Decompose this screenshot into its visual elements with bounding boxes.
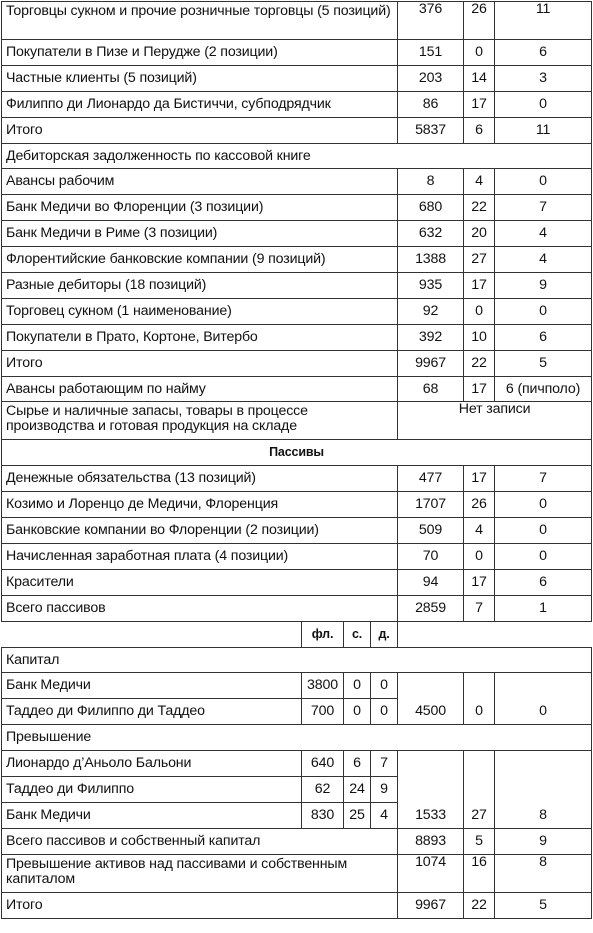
row-label: Банк Медичи во Флоренции (3 позиции) [2,195,398,221]
soldi-cell: 26 [464,2,495,40]
soldi-cell: 0 [344,673,371,699]
denari-cell: 0 [495,518,592,544]
soldi-cell: 17 [464,466,495,492]
denari-cell: 9 [495,828,592,854]
denari-cell: 0 [495,91,592,117]
table-row [2,673,592,699]
row-label: Таддео ди Филиппо ди Таддео [2,699,302,725]
table-row [2,117,592,143]
row-label: Всего пассивов и собственный капитал [2,828,398,854]
denari-cell: 6 [495,40,592,66]
table-row [2,350,592,376]
denari-cell: 9 [371,777,398,803]
florins-cell: 62 [302,777,344,803]
row-label: Авансы рабочим [2,169,398,195]
florins-cell: 9967 [398,892,464,918]
table-row [2,751,592,777]
denari-cell: 7 [371,751,398,777]
florins-cell: 2859 [398,595,464,621]
table-row [2,247,592,273]
row-label: Авансы работающим по найму [2,376,398,402]
row-label: Итого [2,117,398,143]
florins-cell: 86 [398,91,464,117]
balance-sheet-table [1,1,592,919]
denari-cell: 4 [495,247,592,273]
denari-cell: 0 [371,673,398,699]
florins-cell: 9967 [398,350,464,376]
total-soldi-cell: 0 [464,699,495,725]
table-row [2,221,592,247]
denari-cell: 0 [495,169,592,195]
total-denari-cell: 0 [495,699,592,725]
liabilities-header: Пассивы [2,440,592,466]
soldi-cell: 17 [464,376,495,402]
row-label: Банк Медичи [2,673,302,699]
soldi-cell: 6 [344,751,371,777]
table-row [2,169,592,195]
table-row [2,892,592,918]
soldi-cell: 7 [464,595,495,621]
table-row [2,777,592,803]
soldi-cell: 0 [464,544,495,570]
soldi-cell: 14 [464,65,495,91]
soldi-cell: 22 [464,892,495,918]
subcol-denari-header: д. [371,621,398,647]
florins-cell: 640 [302,751,344,777]
soldi-cell: 6 [464,117,495,143]
total-florins-cell: 4500 [398,699,464,725]
denari-cell: 1 [495,595,592,621]
subcol-florins-header: фл. [302,621,344,647]
blank-cell [398,751,464,777]
row-label: Банк Медичи в Риме (3 позиции) [2,221,398,247]
row-label: Банк Медичи [2,802,302,828]
table-row [2,595,592,621]
row-label: Покупатели в Пизе и Перудже (2 позиции) [2,40,398,66]
row-label: Частные клиенты (5 позиций) [2,65,398,91]
florins-cell: 68 [398,376,464,402]
florins-cell: 1388 [398,247,464,273]
florins-cell: 1707 [398,492,464,518]
row-label: Итого [2,350,398,376]
denari-cell: 11 [495,117,592,143]
total-florins-cell: 1533 [398,802,464,828]
row-label: Превышение активов над пассивами и собственным капиталом [2,854,398,892]
no-record-note: Нет записи [398,402,592,440]
section-header-row [2,440,592,466]
table-row [2,298,592,324]
surplus-header: Превышение [2,725,592,751]
blank-cell [398,673,464,699]
row-label: Филиппо ди Лионардо да Бистиччи, субподрядчик [2,91,398,117]
row-label: Козимо и Лоренцо де Медичи, Флоренция [2,492,398,518]
denari-cell: 8 [495,854,592,892]
soldi-cell: 4 [464,169,495,195]
row-label: Денежные обязательства (13 позиций) [2,466,398,492]
subcolumn-header-row [2,621,592,647]
table-row [2,699,592,725]
florins-cell: 1074 [398,854,464,892]
denari-cell: 5 [495,350,592,376]
florins-cell: 70 [398,544,464,570]
row-label: Лионардо д’Аньоло Бальони [2,751,302,777]
soldi-cell: 0 [464,40,495,66]
denari-cell: 0 [495,492,592,518]
section-header-row [2,143,592,169]
blank-cell [495,751,592,777]
denari-cell: 4 [371,802,398,828]
denari-cell: 7 [495,195,592,221]
soldi-cell: 0 [464,298,495,324]
soldi-cell: 22 [464,350,495,376]
florins-cell: 935 [398,273,464,299]
denari-cell: 4 [495,221,592,247]
soldi-cell: 20 [464,221,495,247]
row-label: Красители [2,569,398,595]
section-header-row [2,725,592,751]
soldi-cell: 22 [464,195,495,221]
blank-cell [495,673,592,699]
soldi-cell: 25 [344,802,371,828]
soldi-cell: 17 [464,91,495,117]
soldi-cell: 0 [344,699,371,725]
row-label: Торговец сукном (1 наименование) [2,298,398,324]
soldi-cell: 4 [464,518,495,544]
blank-cell [398,621,592,647]
florins-cell: 151 [398,40,464,66]
soldi-cell: 24 [344,777,371,803]
table-row [2,492,592,518]
florins-cell: 5837 [398,117,464,143]
blank-cell [464,751,495,777]
total-soldi-cell: 27 [464,802,495,828]
blank-cell [398,777,464,803]
denari-cell: 0 [495,298,592,324]
soldi-cell: 26 [464,492,495,518]
soldi-cell: 27 [464,247,495,273]
denari-cell: 6 (пичполо) [495,376,592,402]
florins-cell: 392 [398,324,464,350]
florins-cell: 477 [398,466,464,492]
florins-cell: 94 [398,569,464,595]
table-row [2,569,592,595]
florins-cell: 8 [398,169,464,195]
denari-cell: 0 [495,544,592,570]
table-row [2,195,592,221]
row-label: Флорентийские банковские компании (9 позиций) [2,247,398,273]
florins-cell: 700 [302,699,344,725]
table-row [2,376,592,402]
blank-cell [464,777,495,803]
row-label: Торговцы сукном и прочие розничные торговцы (5 позиций) [2,2,398,40]
denari-cell: 3 [495,65,592,91]
florins-cell: 680 [398,195,464,221]
florins-cell: 3800 [302,673,344,699]
blank-cell [495,777,592,803]
soldi-cell: 5 [464,828,495,854]
table-row [2,402,592,440]
row-label: Разные дебиторы (18 позиций) [2,273,398,299]
table-row [2,273,592,299]
florins-cell: 632 [398,221,464,247]
row-label: Покупатели в Прато, Кортоне, Витербо [2,324,398,350]
denari-cell: 7 [495,466,592,492]
denari-cell: 6 [495,324,592,350]
denari-cell: 6 [495,569,592,595]
table-row [2,518,592,544]
row-label: Банковские компании во Флоренции (2 позиции) [2,518,398,544]
capital-header: Капитал [2,647,592,673]
table-row [2,802,592,828]
section-header-row [2,647,592,673]
table-row [2,544,592,570]
table-row [2,40,592,66]
table-row [2,828,592,854]
row-label: Итого [2,892,398,918]
soldi-cell: 17 [464,273,495,299]
florins-cell: 509 [398,518,464,544]
florins-cell: 203 [398,65,464,91]
denari-cell: 9 [495,273,592,299]
soldi-cell: 17 [464,569,495,595]
blank-cell [464,673,495,699]
table-row [2,91,592,117]
soldi-cell: 16 [464,854,495,892]
florins-cell: 8893 [398,828,464,854]
soldi-cell: 10 [464,324,495,350]
table-row [2,2,592,40]
florins-cell: 376 [398,2,464,40]
table-row [2,65,592,91]
total-denari-cell: 8 [495,802,592,828]
row-label: Сырье и наличные запасы, товары в процессе производства и готовая продукция на складе [2,402,398,440]
cash-book-header: Дебиторская задолженность по кассовой книге [2,143,592,169]
denari-cell: 11 [495,2,592,40]
table-row [2,324,592,350]
table-row [2,466,592,492]
subcol-soldi-header: с. [344,621,371,647]
denari-cell: 5 [495,892,592,918]
row-label: Таддео ди Филиппо [2,777,302,803]
denari-cell: 0 [371,699,398,725]
florins-cell: 830 [302,802,344,828]
blank-cell [2,621,302,647]
florins-cell: 92 [398,298,464,324]
table-row [2,854,592,892]
row-label: Начисленная заработная плата (4 позиции) [2,544,398,570]
row-label: Всего пассивов [2,595,398,621]
